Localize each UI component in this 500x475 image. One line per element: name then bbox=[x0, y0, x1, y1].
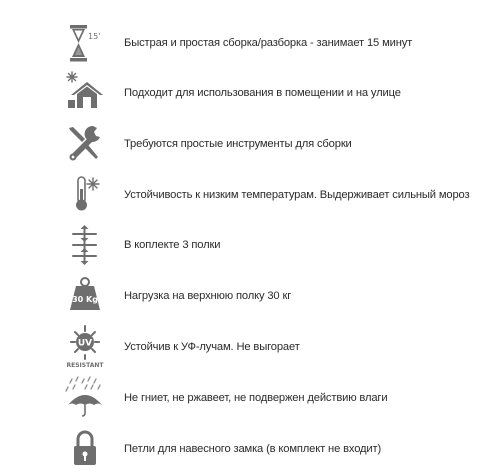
feature-text: Петли для навесного замка (в комплект не входит) bbox=[124, 443, 382, 455]
hourglass-icon bbox=[60, 18, 110, 68]
weight-label: 30 Kg bbox=[72, 295, 98, 304]
feature-text: Устойчивость к низким температурам. Выдерживает сильный мороз bbox=[124, 189, 470, 201]
feature-text: Требуются простые инструменты для сборки bbox=[124, 138, 352, 150]
feature-item-assembly-time bbox=[0, 18, 500, 68]
wrench-screwdriver-icon bbox=[60, 119, 110, 169]
feature-item-indoor-outdoor bbox=[0, 68, 500, 118]
feature-item-tools bbox=[0, 119, 500, 169]
feature-item-lock-hinges bbox=[0, 424, 500, 474]
padlock-icon bbox=[60, 424, 110, 474]
feature-item-moisture bbox=[0, 373, 500, 423]
feature-text: Подходит для использования в помещении и на улице bbox=[124, 87, 401, 99]
feature-text: Не гниет, не ржавеет, не подвержен действию влаги bbox=[124, 392, 388, 404]
shelves-arrows-icon bbox=[60, 220, 110, 270]
house-snowflake-icon bbox=[60, 68, 110, 118]
uv-label: UV bbox=[77, 338, 93, 349]
umbrella-rain-icon bbox=[60, 373, 110, 423]
uv-resistant-caption: RESISTANT bbox=[66, 362, 104, 369]
thermometer-snowflake-icon bbox=[60, 170, 110, 220]
feature-text: В коплекте 3 полки bbox=[124, 239, 221, 251]
uv-resistant-icon bbox=[60, 322, 110, 372]
weight-icon bbox=[60, 271, 110, 321]
feature-item-shelves bbox=[0, 220, 500, 270]
feature-item-frost-resistance bbox=[0, 170, 500, 220]
feature-text: Быстрая и простая сборка/разборка - занимает 15 минут bbox=[124, 37, 413, 49]
feature-text: Нагрузка на верхнюю полку 30 кг bbox=[124, 290, 292, 302]
hourglass-minutes-label: 15' bbox=[88, 32, 101, 41]
feature-item-load bbox=[0, 271, 500, 321]
feature-text: Устойчив к УФ-лучам. Не выгорает bbox=[124, 341, 300, 353]
feature-item-uv bbox=[0, 322, 500, 372]
